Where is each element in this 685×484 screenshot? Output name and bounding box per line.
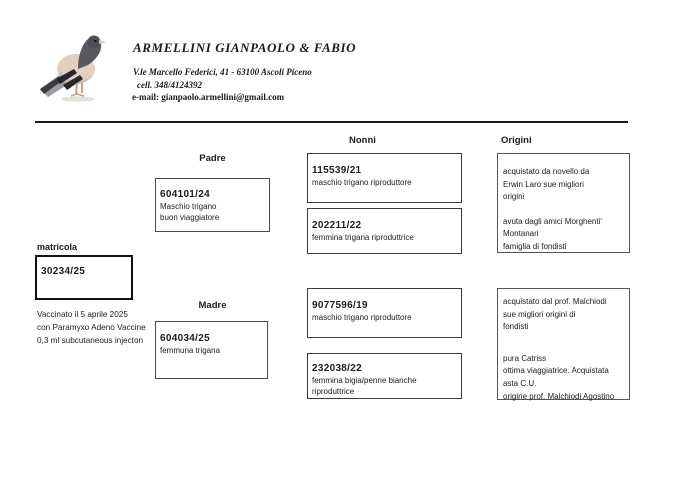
nonno-description: femmina bigia/penne bianche <box>312 376 417 385</box>
loft-email: e-mail: gianpaolo.armellini@gmail.com <box>132 92 285 102</box>
loft-address: V.le Marcello Federici, 41 - 63100 Ascoli Piceno <box>133 67 312 77</box>
matricola-box <box>35 255 133 300</box>
vaccination-note <box>37 308 146 347</box>
column-label-nonni: Nonni <box>349 135 376 146</box>
column-label-padre: Padre <box>199 153 226 164</box>
nonno-description: femmina trigana riproduttrice <box>312 233 414 242</box>
origini-line: origine prof. Malchiodi Agostino <box>503 391 615 401</box>
madre-description: femmuna trigana <box>160 346 221 355</box>
origini-line: origini <box>503 192 525 202</box>
vaccination-line: con Paramyxo Adeno Vaccine <box>37 323 146 332</box>
origini-line: Montanari <box>503 229 539 239</box>
origini-line: fondisti <box>503 322 529 332</box>
padre-description: Maschio trigano <box>160 202 217 211</box>
loft-phone: cell. 348/4124392 <box>137 80 202 90</box>
origini-line: ottima viaggiatrice. Acquistata <box>503 366 609 376</box>
vaccination-line: Vaccinato il 5 aprile 2025 <box>37 310 128 319</box>
loft-title: ARMELLINI GIANPAOLO & FABIO <box>133 40 357 55</box>
origini-line: asta C.U. <box>503 378 537 388</box>
header-divider <box>35 121 628 123</box>
matricola-label: matricola <box>37 242 78 252</box>
origini-line: Erwin Laro sue migliori <box>503 179 584 189</box>
nonno-ring-number: 232038/22 <box>312 363 362 374</box>
padre-ring-number: 604101/24 <box>160 189 210 200</box>
origini-line: famiglia di fondisti <box>503 241 567 251</box>
padre-description: buon viaggiatore <box>160 213 220 222</box>
madre-box <box>155 321 268 379</box>
origini-line: acquistato dal prof. Malchiodi <box>503 297 607 306</box>
origini-line: sue migliori origini di <box>503 309 576 319</box>
nonno-ring-number: 202211/22 <box>312 220 362 231</box>
nonno-description: maschio trigano riproduttore <box>312 313 412 322</box>
nonno-box-3 <box>307 288 462 338</box>
column-label-origini: Origini <box>501 135 532 146</box>
origini-line: avuta dagli amici Morghenti' <box>503 216 602 226</box>
nonno-box-4 <box>307 353 462 399</box>
origini-madre-box <box>497 288 630 400</box>
vaccination-line: 0,3 ml subcutaneous injecton <box>37 336 144 345</box>
origini-line: pura Catriss <box>503 353 547 363</box>
pigeon-photo <box>36 28 116 110</box>
padre-box <box>155 178 270 232</box>
nonno-box-2 <box>307 208 462 254</box>
nonno-box-1 <box>307 153 462 203</box>
column-label-madre: Madre <box>198 300 227 311</box>
madre-ring-number: 604034/25 <box>160 333 210 344</box>
nonno-description: riproduttrice <box>312 387 355 396</box>
nonno-description: maschio trigano riproduttore <box>312 178 412 187</box>
subject-ring-number: 30234/25 <box>41 266 86 277</box>
origini-spacer <box>503 334 626 353</box>
nonno-ring-number: 115539/21 <box>312 165 362 176</box>
origini-padre-box <box>497 153 630 253</box>
origini-line: acquistato da novello da <box>503 167 590 176</box>
origini-spacer <box>503 204 626 216</box>
nonno-ring-number: 9077596/19 <box>312 300 368 311</box>
